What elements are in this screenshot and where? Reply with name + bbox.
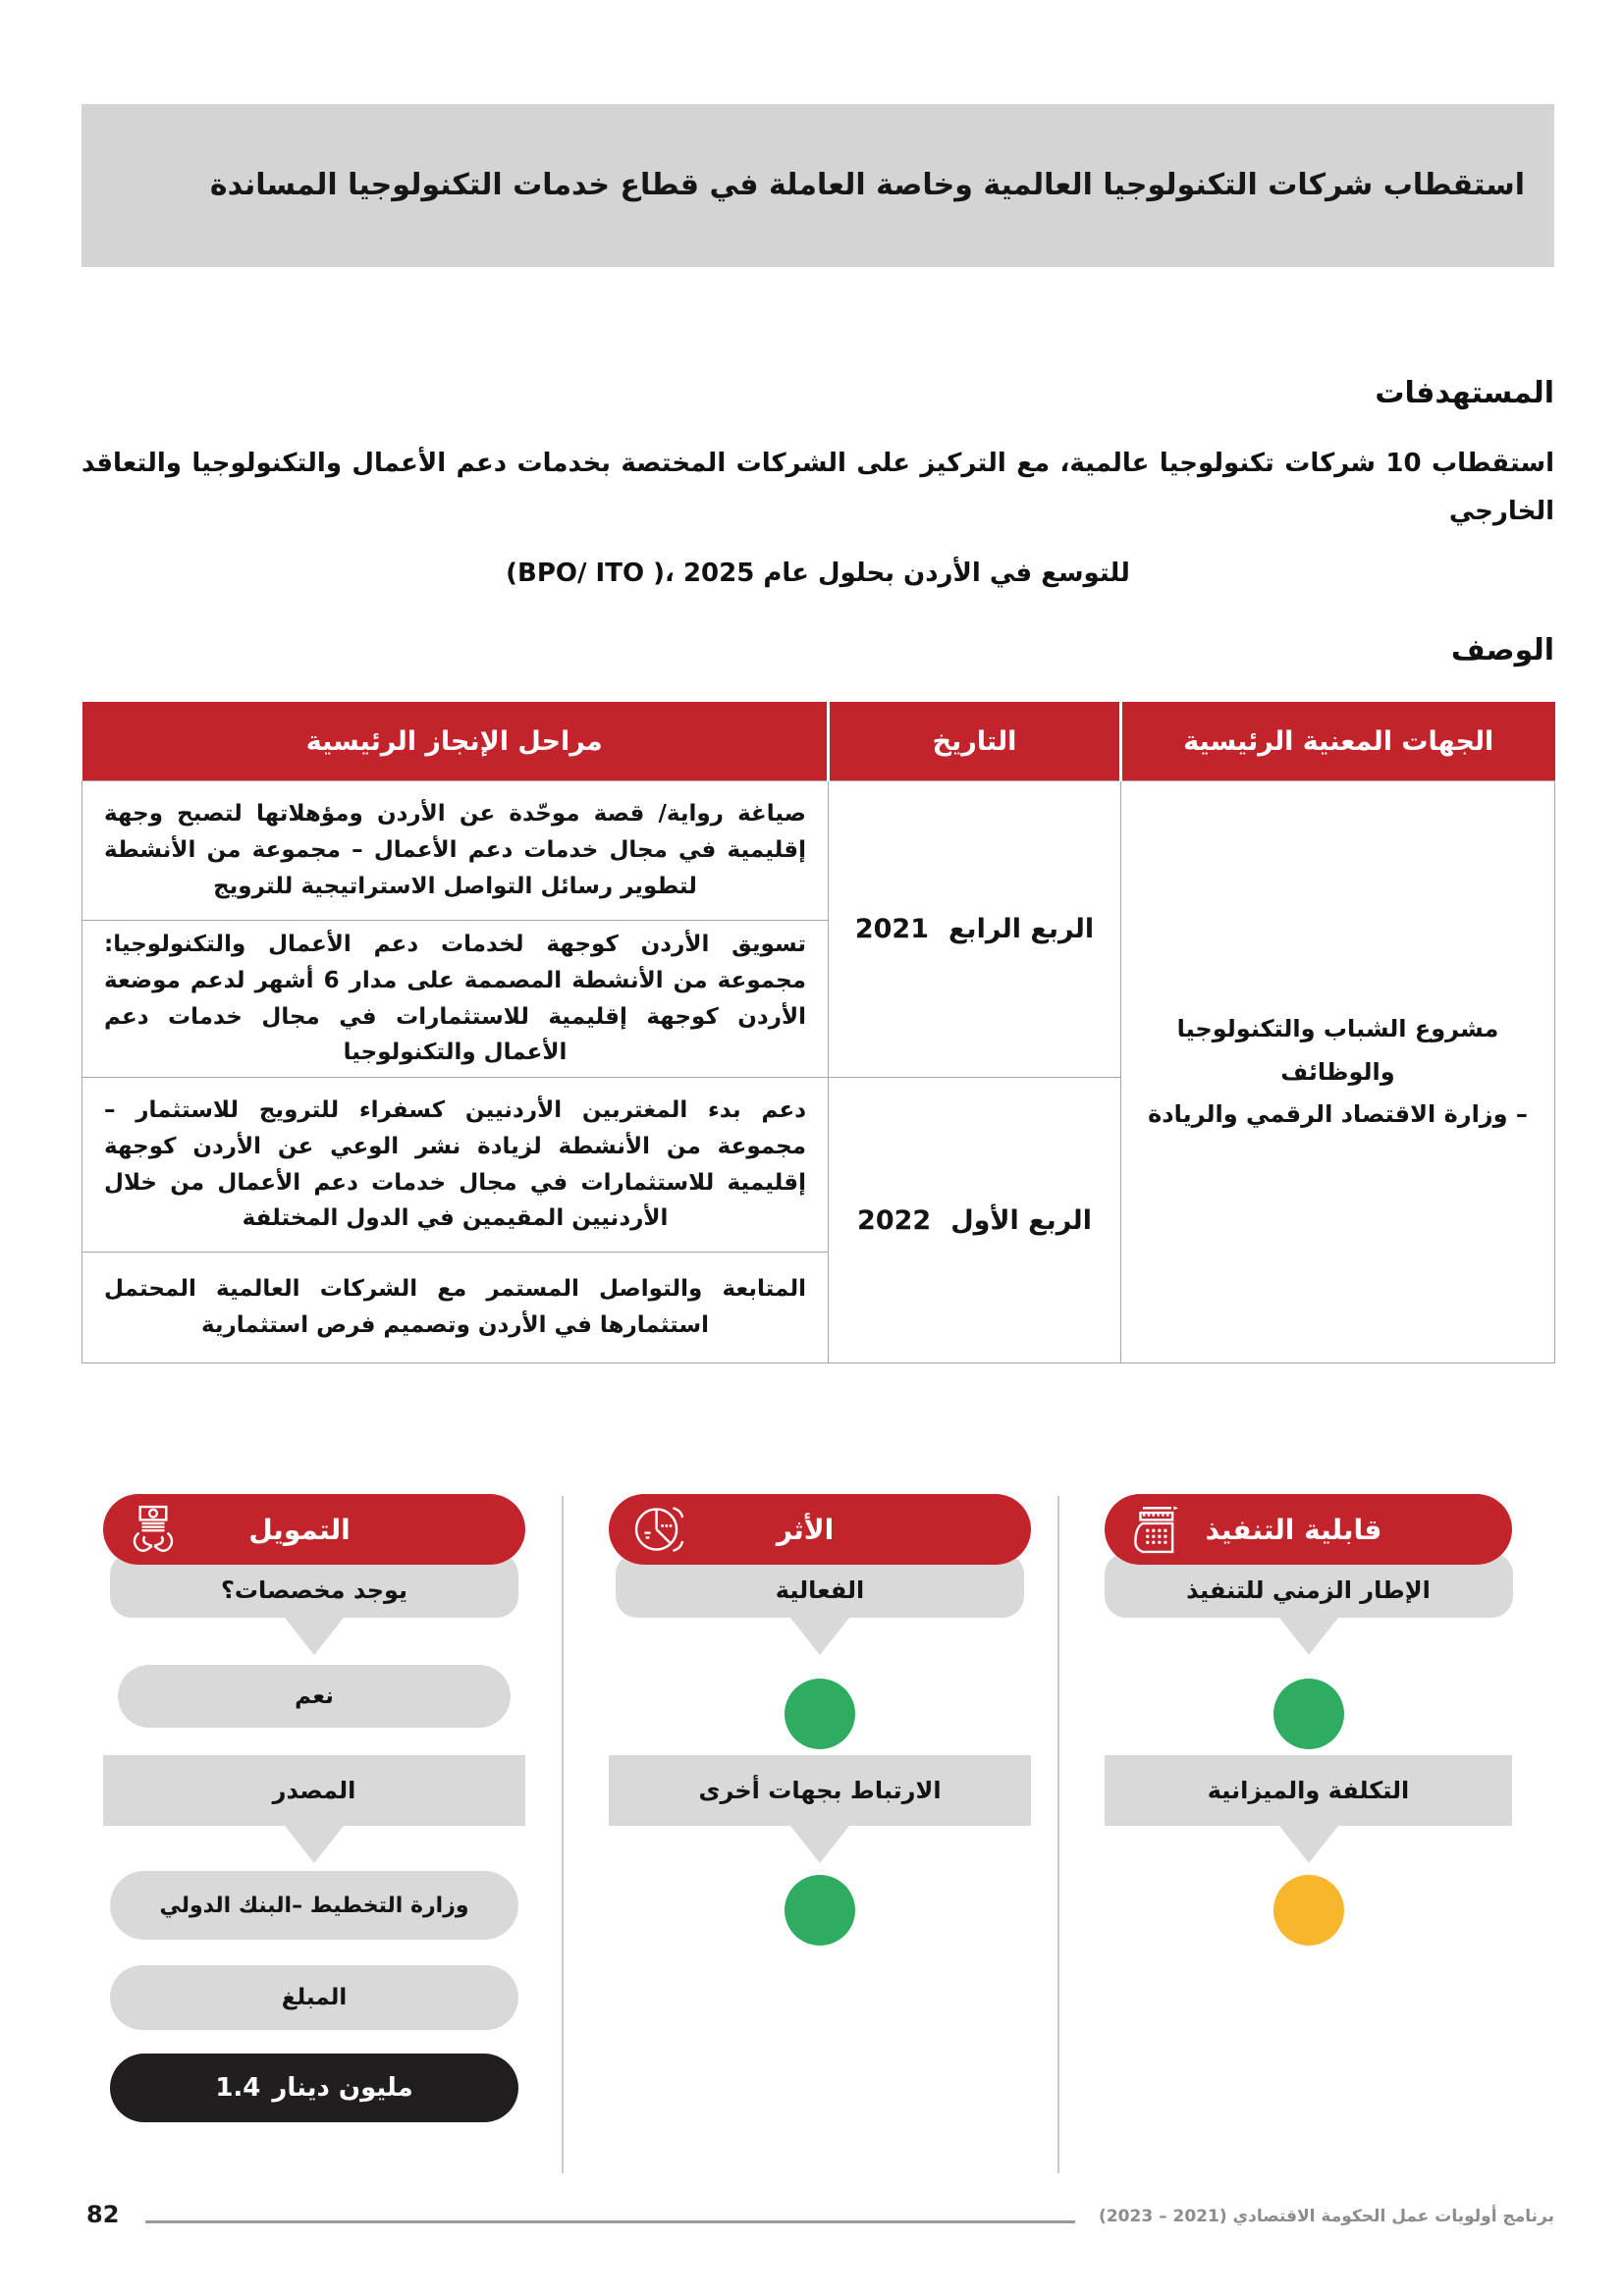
milestone-row-1: صياغة رواية/ قصة موحّدة عن الأردن ومؤهلاتها لتصبح وجهة إقليمية في مجال خدمات دعم الأعمال – مجموعة من الأنشطة لتطوير رسائل التواصل الاستراتيجية للترويج xyxy=(82,781,829,921)
stakeholders-line2: – وزارة الاقتصاد الرقمي والريادة xyxy=(1148,1099,1528,1128)
feasibility-header xyxy=(1105,1494,1512,1565)
targets-line2-latin: (BPO/ ITO )، xyxy=(506,558,675,588)
funding-amount-label: المبلغ xyxy=(110,1965,518,2030)
targets-line2-arabic: للتوسع في الأردن بحلول عام 2025 xyxy=(682,558,1130,588)
funding-allocation-answer: نعم xyxy=(118,1665,511,1728)
impact-card xyxy=(609,1494,1031,1946)
milestone-row-4: المتابعة والتواصل المستمر مع الشركات العالمية المحتمل استثمارها في الأردن وتصميم فرص استثمارية xyxy=(82,1253,829,1363)
impact-item-2-label: الارتباط بجهات أخرى xyxy=(609,1755,1031,1826)
stakeholders-cell xyxy=(1121,781,1555,1363)
impact-header xyxy=(609,1494,1031,1565)
impact-item-2-status-dot xyxy=(785,1875,855,1946)
col-header-milestones: مراحل الإنجاز الرئيسية xyxy=(82,702,829,781)
date-label: الربع الأول xyxy=(950,1204,1092,1236)
date-label: الربع الرابع xyxy=(947,914,1095,945)
targets-heading: المستهدفات xyxy=(1375,376,1554,410)
impact-title: الأثر xyxy=(776,1513,835,1546)
cards-separator-left xyxy=(562,1496,564,2173)
title-block xyxy=(81,104,1554,267)
col-header-date: التاريخ xyxy=(829,702,1121,781)
funding-source-label: المصدر xyxy=(103,1755,525,1826)
funding-header xyxy=(103,1494,525,1565)
footer-rule xyxy=(145,2220,1075,2223)
feasibility-card xyxy=(1105,1494,1512,1946)
page-title: استقطاب شركات التكنولوجيا العالمية وخاصة العاملة في قطاع خدمات التكنولوجيا المساندة xyxy=(209,167,1525,202)
funding-amount-value xyxy=(110,2054,518,2122)
page-number: 82 xyxy=(86,2201,120,2228)
footer-program-title: برنامج أولويات عمل الحكومة الاقتصادي (2021 – 2023) xyxy=(1099,2207,1554,2226)
impact-item-1-status-dot xyxy=(785,1679,855,1749)
description-heading: الوصف xyxy=(1450,633,1554,667)
amount-unit: مليون دينار xyxy=(272,2073,413,2103)
calendar-pencil-icon xyxy=(1126,1501,1183,1558)
milestone-row-3: دعم بدء المغتربين الأردنيين كسفراء للترويج للاستثمار – مجموعة من الأنشطة لزيادة نشر الوعي عن الأردن كوجهة إقليمية للاستثمارات في مجال خدمات دعم الأعمال من خلال الأردنيين المقيمين في الدول المختلفة xyxy=(82,1078,829,1253)
funding-allocation-question: يوجد مخصصات؟ xyxy=(110,1553,518,1618)
targets-text-line2 xyxy=(81,559,1554,588)
feasibility-title: قابلية التنفيذ xyxy=(1205,1513,1382,1546)
description-table xyxy=(81,702,1555,1363)
col-header-stakeholders: الجهات المعنية الرئيسية xyxy=(1121,702,1555,781)
feasibility-item-1-label: الإطار الزمني للتنفيذ xyxy=(1105,1553,1513,1618)
date-cell-q1-2022 xyxy=(829,1078,1121,1363)
amount-number: 1.4 xyxy=(215,2073,261,2103)
feasibility-item-2-label: التكلفة والميزانية xyxy=(1105,1755,1512,1826)
date-year: 2022 xyxy=(857,1204,932,1236)
feasibility-item-1-status-dot xyxy=(1273,1679,1344,1749)
feasibility-item-2-status-dot xyxy=(1273,1875,1344,1946)
funding-card xyxy=(103,1494,525,2122)
funding-title: التمويل xyxy=(248,1513,351,1546)
hands-money-icon xyxy=(125,1501,182,1558)
funding-source-value: وزارة التخطيط –البنك الدولي xyxy=(110,1871,518,1940)
stakeholders-line1: مشروع الشباب والتكنولوجيا والوظائف xyxy=(1176,1015,1499,1086)
cards-separator-right xyxy=(1057,1496,1059,2173)
date-year: 2021 xyxy=(854,914,929,945)
impact-item-1-label: الفعالية xyxy=(616,1553,1024,1618)
pie-chart-icon xyxy=(630,1501,687,1558)
targets-paragraph xyxy=(81,440,1554,588)
date-cell-q4-2021 xyxy=(829,781,1121,1078)
targets-text-line1: استقطاب 10 شركات تكنولوجيا عالمية، مع التركيز على الشركات المختصة بخدمات دعم الأعمال والتكنولوجيا والتعاقد الخارجي xyxy=(81,449,1554,527)
milestone-row-2: تسويق الأردن كوجهة لخدمات دعم الأعمال والتكنولوجيا: مجموعة من الأنشطة المصممة على مدار 6 أشهر لدعم موضعة الأردن كوجهة إقليمية للاستثمارات في مجال خدمات دعم الأعمال والتكنولوجيا xyxy=(82,921,829,1078)
